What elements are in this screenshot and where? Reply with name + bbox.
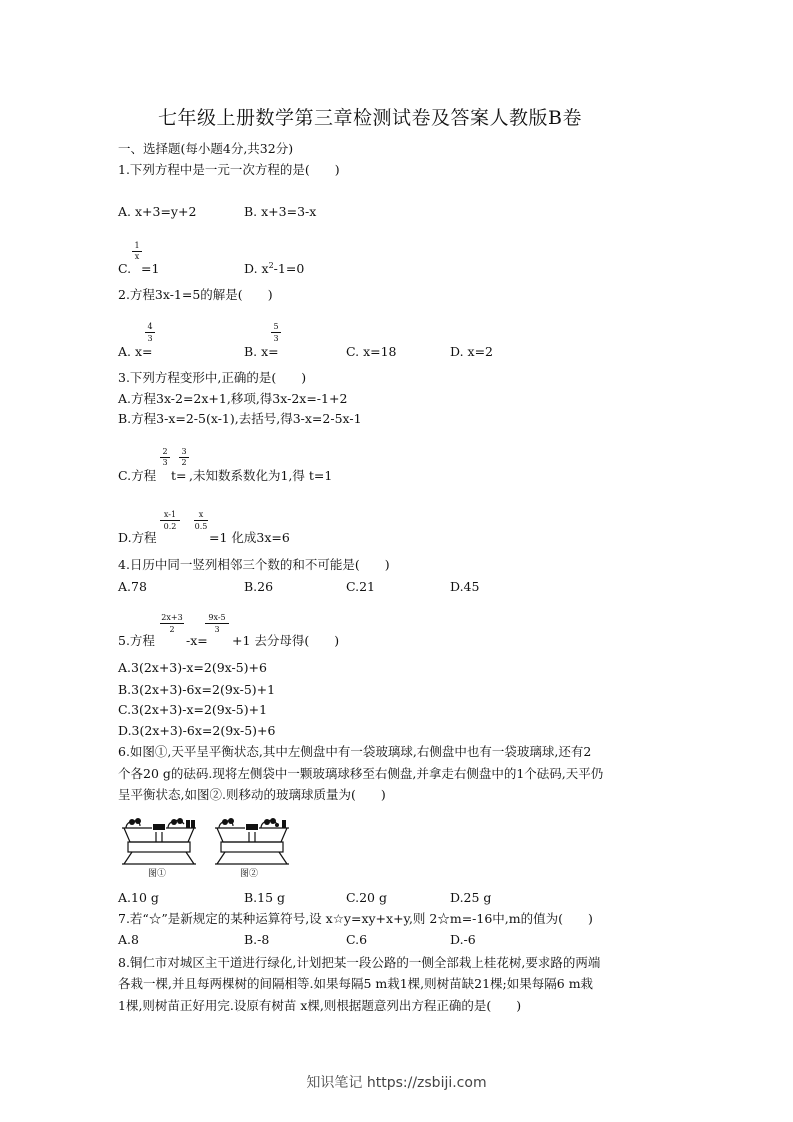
question-3-option-d-tail: =1 化成3x=6 <box>209 530 290 545</box>
question-1-option-c-denominator: x <box>134 252 140 261</box>
question-1-option-c-tail: =1 <box>141 261 160 276</box>
question-3-option-d-denominator-1: 0.2 <box>163 522 177 531</box>
question-6-option-a: A.10 g <box>118 890 159 905</box>
question-6-option-b: B.15 g <box>244 890 286 905</box>
footer-watermark: 知识笔记 https://zsbiji.com <box>306 1075 487 1091</box>
question-4-option-c: C.21 <box>346 579 375 594</box>
fraction-bar <box>160 623 184 624</box>
question-1-option-d-exponent: 2 <box>268 261 274 270</box>
question-3-option-b: B.方程3-x=2-5(x-1),去括号,得3-x=2-5x-1 <box>118 411 362 426</box>
fraction-bar <box>271 332 281 333</box>
fraction-bar <box>194 520 208 521</box>
question-6-line-3: 呈平衡状态,如图②.则移动的玻璃球质量为( ) <box>118 787 386 802</box>
fraction-bar <box>205 623 229 624</box>
question-3-option-d-numerator-2: x <box>198 510 204 519</box>
question-2-stem: 2.方程3x-1=5的解是( ) <box>118 287 273 302</box>
section-heading: 一、选择题(每小题4分,共32分) <box>118 141 294 156</box>
question-5-stem-label: 5.方程 <box>118 633 155 648</box>
question-3-stem: 3.下列方程变形中,正确的是( ) <box>118 370 307 385</box>
question-2-option-b-label: B. x= <box>244 344 279 359</box>
question-4-stem: 4.日历中同一竖列相邻三个数的和不可能是( ) <box>118 557 390 572</box>
question-5-option-a: A.3(2x+3)-x=2(9x-5)+6 <box>118 660 267 675</box>
question-1-option-a: A. x+3=y+2 <box>118 204 197 219</box>
question-8-line-3: 1棵,则树苗正好用完.设原有树苗 x棵,则根据题意列出方程正确的是( ) <box>118 998 522 1013</box>
question-2-option-b-denominator: 3 <box>273 334 279 343</box>
question-7-option-d: D.-6 <box>450 932 476 947</box>
fraction-bar <box>145 332 155 333</box>
question-8-line-2: 各栽一棵,并且每两棵树的间隔相等.如果每隔5 m栽1棵,则树苗缺21棵;如果每隔6 m栽 <box>118 976 594 991</box>
question-3-option-c-label: C.方程 <box>118 468 157 483</box>
question-6-option-c: C.20 g <box>346 890 387 905</box>
question-5-numerator-2: 9x-5 <box>208 613 226 622</box>
question-4-option-a: A.78 <box>118 579 147 594</box>
question-6-line-2: 个各20 g的砝码.现将左侧袋中一颗玻璃球移至右侧盘,并拿走右侧盘中的1个砝码,天平仍 <box>118 766 604 781</box>
question-3-option-c-numerator-1: 2 <box>162 447 168 456</box>
question-3-option-c-denominator-2: 2 <box>181 458 187 467</box>
question-3-option-d-denominator-2: 0.5 <box>194 522 208 531</box>
question-5-denominator-1: 2 <box>169 625 175 634</box>
question-5-option-d: D.3(2x+3)-6x=2(9x-5)+6 <box>118 723 276 738</box>
question-8-line-1: 8.铜仁市对城区主干道进行绿化,计划把某一段公路的一侧全部栽上桂花树,要求路的两端 <box>118 955 601 970</box>
figure-2-caption: 图② <box>240 869 259 879</box>
question-1-option-d-tail: -1=0 <box>273 261 305 276</box>
question-1-option-c-label: C. <box>118 261 132 276</box>
question-3-option-c-denominator-1: 3 <box>162 458 168 467</box>
question-1-option-c-numerator: 1 <box>134 241 140 250</box>
question-2-option-a-denominator: 3 <box>147 334 153 343</box>
fraction-bar <box>160 520 180 521</box>
question-6-option-d: D.25 g <box>450 890 492 905</box>
question-5-stem-tail: +1 去分母得( ) <box>232 633 340 648</box>
question-7-option-a: A.8 <box>118 932 139 947</box>
question-5-numerator-1: 2x+3 <box>161 613 183 622</box>
question-1-option-d <box>244 261 304 279</box>
question-5-denominator-2: 3 <box>214 625 220 634</box>
question-3-option-d-numerator-1: x-1 <box>163 510 177 519</box>
question-1-option-b: B. x+3=3-x <box>244 204 317 219</box>
question-1-option-d-label: D. x <box>244 261 269 276</box>
question-3-option-d-label: D.方程 <box>118 530 157 545</box>
question-5-middle: -x= <box>186 633 208 648</box>
question-7-option-b: B.-8 <box>244 932 270 947</box>
question-6-line-1: 6.如图①,天平呈平衡状态,其中左侧盘中有一袋玻璃球,右侧盘中也有一袋玻璃球,还有2 <box>118 744 592 759</box>
question-2-option-b-numerator: 5 <box>273 322 279 331</box>
question-1-stem: 1.下列方程中是一元一次方程的是( ) <box>118 162 340 177</box>
question-2-option-c: C. x=18 <box>346 344 397 359</box>
question-7-option-c: C.6 <box>346 932 368 947</box>
question-3-option-c-variable: t= <box>171 468 187 483</box>
question-5-option-c: C.3(2x+3)-x=2(9x-5)+1 <box>118 702 268 717</box>
page-title: 七年级上册数学第三章检测试卷及答案人教版B卷 <box>158 107 582 129</box>
question-4-option-d: D.45 <box>450 579 480 594</box>
question-3-option-c-numerator-2: 3 <box>181 447 187 456</box>
question-2-option-a-numerator: 4 <box>147 322 153 331</box>
question-7-stem: 7.若“☆”是新规定的某种运算符号,设 x☆y=xy+x+y,则 2☆m=-16中,m的值为( ) <box>118 911 593 926</box>
question-2-option-a-label: A. x= <box>118 344 153 359</box>
question-4-option-b: B.26 <box>244 579 274 594</box>
figure-1-caption: 图① <box>148 869 167 879</box>
question-5-option-b: B.3(2x+3)-6x=2(9x-5)+1 <box>118 682 276 697</box>
question-2-option-d: D. x=2 <box>450 344 493 359</box>
question-3-option-a: A.方程3x-2=2x+1,移项,得3x-2x=-1+2 <box>118 391 348 406</box>
question-3-option-c-tail: ,未知数系数化为1,得 t=1 <box>189 468 333 483</box>
